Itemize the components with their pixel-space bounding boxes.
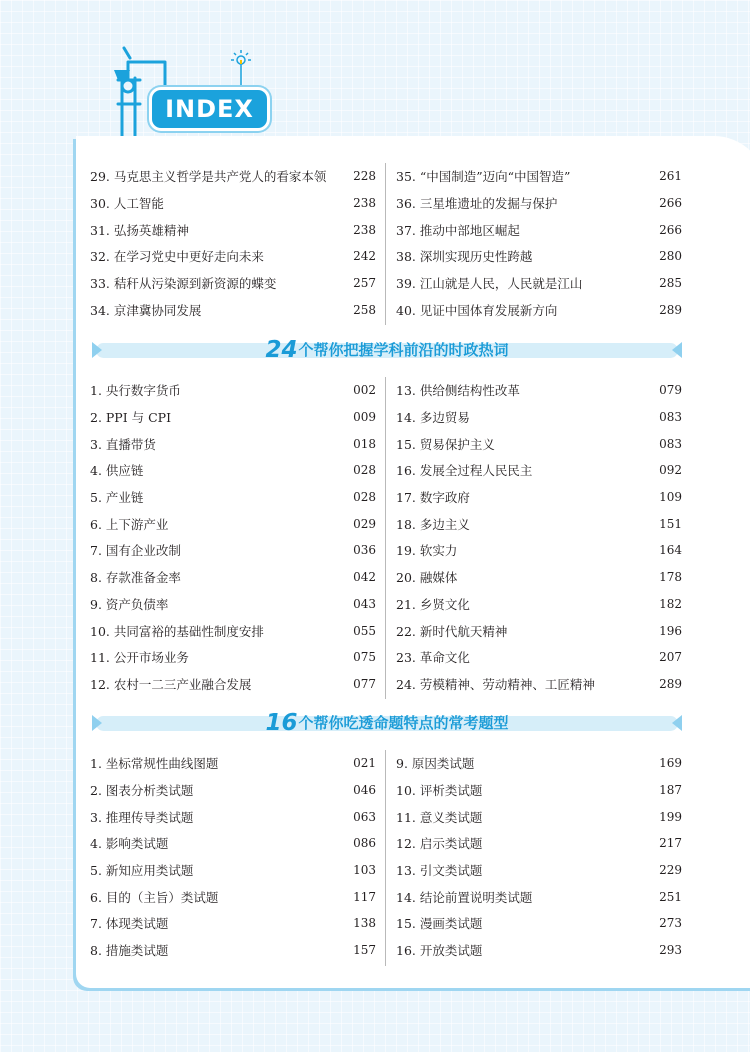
right-column: [396, 377, 682, 697]
list-item[interactable]: 17. 数字政府 109: [396, 490, 682, 506]
section-3-list: [90, 750, 684, 966]
section-3-banner: [90, 711, 684, 735]
list-item[interactable]: 39. 江山就是人民，人民就是江山 285: [396, 276, 682, 292]
list-item[interactable]: 33. 秸秆从污染源到新资源的蝶变 257: [90, 276, 376, 292]
list-item[interactable]: 35. “中国制造”迈向“中国智造” 261: [396, 169, 682, 185]
banner-text: 个帮你吃透命题特点的常考题型: [298, 714, 509, 732]
list-item[interactable]: 7. 体现类试题 138: [90, 916, 376, 932]
list-item[interactable]: 3. 直播带货 018: [90, 436, 376, 452]
left-column: [90, 163, 376, 323]
list-item[interactable]: 2. PPI 与 CPI 009: [90, 410, 376, 426]
banner-number: 16: [265, 710, 298, 736]
left-column: [90, 377, 376, 697]
list-item[interactable]: 9. 资产负债率 043: [90, 596, 376, 612]
list-item[interactable]: 21. 乡贤文化 182: [396, 596, 682, 612]
list-item[interactable]: 10. 评析类试题 187: [396, 783, 682, 799]
list-item[interactable]: 8. 措施类试题 157: [90, 943, 376, 959]
list-item[interactable]: 13. 供给侧结构性改革 079: [396, 383, 682, 399]
column-divider: [385, 750, 386, 966]
column-divider: [385, 377, 386, 699]
list-item[interactable]: 14. 结论前置说明类试题 251: [396, 889, 682, 905]
list-item[interactable]: 34. 京津冀协同发展 258: [90, 302, 376, 318]
list-item[interactable]: 12. 农村一二三产业融合发展 077: [90, 676, 376, 692]
right-column: [396, 163, 682, 323]
list-item[interactable]: 2. 图表分析类试题 046: [90, 783, 376, 799]
list-item[interactable]: 8. 存款准备金率 042: [90, 570, 376, 586]
list-item[interactable]: 37. 推动中部地区崛起 266: [396, 222, 682, 238]
list-item[interactable]: 1. 央行数字货币 002: [90, 383, 376, 399]
list-item[interactable]: 13. 引文类试题 229: [396, 863, 682, 879]
list-item[interactable]: 20. 融媒体 178: [396, 570, 682, 586]
list-item[interactable]: 6. 上下游产业 029: [90, 516, 376, 532]
list-item[interactable]: 22. 新时代航天精神 196: [396, 623, 682, 639]
list-item[interactable]: 11. 公开市场业务 075: [90, 650, 376, 666]
list-item[interactable]: 23. 革命文化 207: [396, 650, 682, 666]
list-item[interactable]: 14. 多边贸易 083: [396, 410, 682, 426]
index-badge: [152, 90, 267, 128]
column-divider: [385, 163, 386, 325]
left-column: [90, 750, 376, 964]
list-item[interactable]: 6. 目的（主旨）类试题 117: [90, 889, 376, 905]
list-item[interactable]: 30. 人工智能 238: [90, 196, 376, 212]
list-item[interactable]: 40. 见证中国体育发展新方向 289: [396, 302, 682, 318]
banner-number: 24: [265, 337, 298, 363]
list-item[interactable]: 10. 共同富裕的基础性制度安排 055: [90, 623, 376, 639]
list-item[interactable]: 7. 国有企业改制 036: [90, 543, 376, 559]
list-item[interactable]: 12. 启示类试题 217: [396, 836, 682, 852]
list-item[interactable]: 29. 马克思主义哲学是共产党人的看家本领 228: [90, 169, 376, 185]
list-item[interactable]: 15. 贸易保护主义 083: [396, 436, 682, 452]
list-item[interactable]: 3. 推理传导类试题 063: [90, 809, 376, 825]
list-item[interactable]: 38. 深圳实现历史性跨越 280: [396, 249, 682, 265]
section-1-list: [90, 163, 684, 325]
section-2-list: [90, 377, 684, 699]
list-item[interactable]: 19. 软实力 164: [396, 543, 682, 559]
list-item[interactable]: 15. 漫画类试题 273: [396, 916, 682, 932]
list-item[interactable]: 32. 在学习党史中更好走向未来 242: [90, 249, 376, 265]
list-item[interactable]: 4. 供应链 028: [90, 463, 376, 479]
list-item[interactable]: 16. 发展全过程人民民主 092: [396, 463, 682, 479]
list-item[interactable]: 5. 产业链 028: [90, 490, 376, 506]
right-column: [396, 750, 682, 964]
section-2-banner: [90, 338, 684, 362]
list-item[interactable]: 11. 意义类试题 199: [396, 809, 682, 825]
banner-title: [90, 711, 684, 735]
list-item[interactable]: 16. 开放类试题 293: [396, 943, 682, 959]
banner-text: 个帮你把握学科前沿的时政热词: [298, 341, 509, 359]
index-badge-label: INDEX: [165, 95, 254, 123]
list-item[interactable]: 24. 劳模精神、劳动精神、工匠精神 289: [396, 676, 682, 692]
banner-title: [90, 338, 684, 362]
list-item[interactable]: 4. 影响类试题 086: [90, 836, 376, 852]
list-item[interactable]: 18. 多边主义 151: [396, 516, 682, 532]
list-item[interactable]: 31. 弘扬英雄精神 238: [90, 222, 376, 238]
list-item[interactable]: 1. 坐标常规性曲线图题 021: [90, 756, 376, 772]
list-item[interactable]: 5. 新知应用类试题 103: [90, 863, 376, 879]
list-item[interactable]: 36. 三星堆遗址的发掘与保护 266: [396, 196, 682, 212]
list-item[interactable]: 9. 原因类试题 169: [396, 756, 682, 772]
